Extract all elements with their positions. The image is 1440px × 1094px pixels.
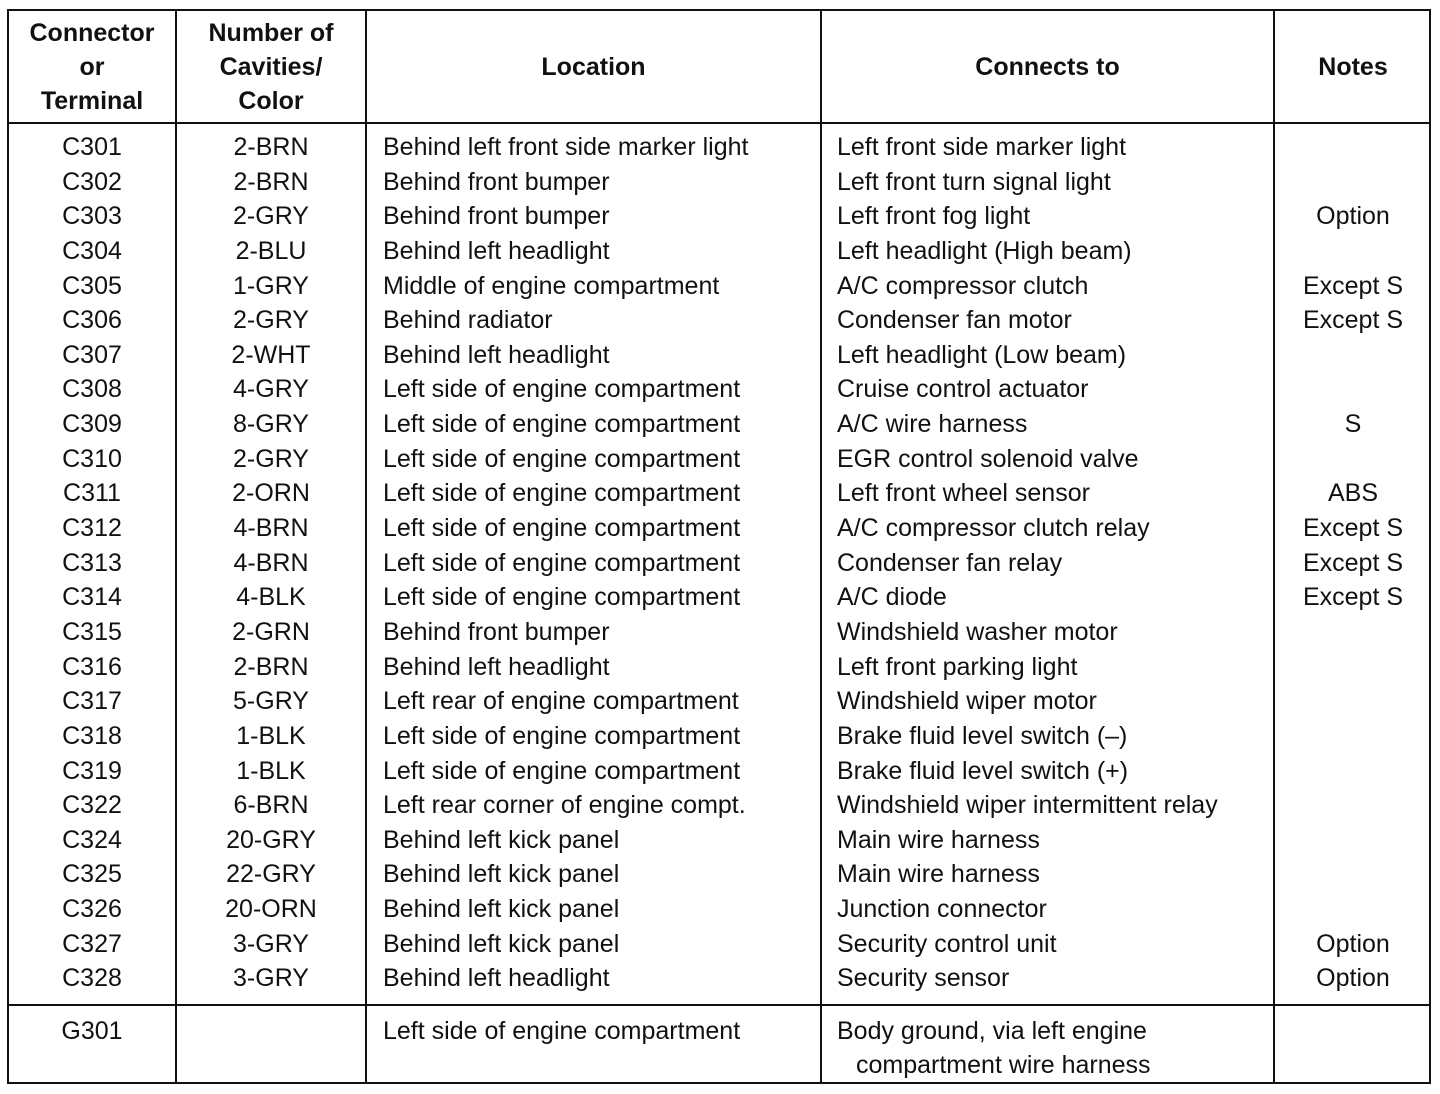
cell-cavities: 20-GRY xyxy=(226,825,316,854)
cell-notes: ABS xyxy=(1327,479,1379,508)
table-row xyxy=(9,165,1429,200)
cell-connector: C311 xyxy=(63,479,121,508)
cell-cavities: 20-ORN xyxy=(225,895,317,924)
cell-location: Left rear of engine compartment xyxy=(383,687,739,716)
cell-notes xyxy=(1275,234,1431,269)
table-row xyxy=(9,823,1429,858)
table-row xyxy=(9,927,1429,962)
cell-location: Behind front bumper xyxy=(383,167,610,196)
cell-location: Left side of engine compartment xyxy=(383,410,741,439)
cell-connects-to: Security control unit xyxy=(837,929,1057,958)
cell-connects-to: Left front side marker light xyxy=(837,133,1127,161)
cell-location: Behind left front side marker light xyxy=(383,133,749,161)
cell-cavities: 1-BLK xyxy=(236,721,306,750)
cell-location: Left side of engine compartment xyxy=(383,548,741,577)
cell-connects-to: Condenser fan relay xyxy=(837,548,1063,577)
table-row xyxy=(9,788,1429,823)
cell-location: Left side of engine compartment xyxy=(383,756,741,785)
cell-cavities: 3-GRY xyxy=(233,929,309,958)
cell-connects-to: Left front wheel sensor xyxy=(837,479,1090,508)
cell-location: Behind front bumper xyxy=(383,202,610,231)
cell-connects-to: Left headlight (High beam) xyxy=(837,236,1132,265)
cell-location: Left rear corner of engine compt. xyxy=(383,791,746,820)
cell-connector: C325 xyxy=(62,860,122,889)
cell-connects-to: Junction connector xyxy=(837,895,1047,924)
cell-connector: C319 xyxy=(62,756,122,785)
cell-connector: C328 xyxy=(62,964,122,993)
cell-connector: C304 xyxy=(62,236,122,265)
cell-connects-to-line2: compartment wire harness xyxy=(856,1051,1151,1079)
cell-cavities: 1-BLK xyxy=(236,756,306,785)
cell-notes xyxy=(1275,754,1431,789)
cell-cavities: 2-ORN xyxy=(232,479,310,508)
cell-connector: C302 xyxy=(62,167,122,196)
cell-location: Left side of engine compartment xyxy=(383,721,741,750)
cell-connector: G301 xyxy=(61,1017,123,1045)
cell-connects-to: EGR control solenoid valve xyxy=(837,444,1139,473)
table-row xyxy=(9,199,1429,234)
cell-connects-to: Condenser fan motor xyxy=(837,306,1072,335)
table-row xyxy=(9,719,1429,754)
cell-notes: S xyxy=(1344,410,1362,439)
table-row xyxy=(9,650,1429,685)
cell-cavities: 4-GRY xyxy=(233,375,309,404)
cell-connector: C310 xyxy=(62,444,122,473)
cell-connects-to: Left front parking light xyxy=(837,652,1078,681)
table-row xyxy=(9,511,1429,546)
cell-notes xyxy=(1275,788,1431,823)
cell-connector: C314 xyxy=(62,583,122,612)
cell-connector: C308 xyxy=(62,375,122,404)
cell-location: Behind left headlight xyxy=(383,236,610,265)
cell-notes xyxy=(1275,338,1431,373)
cell-notes: Option xyxy=(1316,929,1390,958)
cell-cavities: 5-GRY xyxy=(233,687,309,716)
cell-connects-to-line1: Body ground, via left engine xyxy=(837,1017,1147,1045)
cell-connects-to: Security sensor xyxy=(837,964,1010,993)
table-row xyxy=(9,476,1429,511)
cell-notes xyxy=(1275,442,1431,477)
cell-location: Behind left headlight xyxy=(383,340,610,369)
table-row xyxy=(9,754,1429,789)
connector-table xyxy=(7,9,1431,1084)
cell-location: Behind left kick panel xyxy=(383,860,620,889)
cell-notes xyxy=(1275,892,1431,927)
cell-cavities: 2-WHT xyxy=(231,340,311,369)
cell-cavities: 2-GRY xyxy=(233,444,309,473)
table-row xyxy=(9,303,1429,338)
table-row xyxy=(9,234,1429,269)
cell-location: Left side of engine compartment xyxy=(383,375,741,404)
ground-section-divider xyxy=(9,1004,1429,1006)
cell-connects-to: Windshield wiper intermittent relay xyxy=(837,791,1218,820)
cell-location: Behind left headlight xyxy=(383,964,610,993)
cell-connects-to: Main wire harness xyxy=(837,860,1040,889)
header-cavities: Number of Cavities/ Color xyxy=(208,19,334,115)
table-row xyxy=(9,961,1429,996)
cell-location: Behind radiator xyxy=(383,306,553,335)
cell-connects-to: A/C compressor clutch relay xyxy=(837,514,1150,543)
cell-connector: C309 xyxy=(62,410,122,439)
cell-connects-to: Left front turn signal light xyxy=(837,167,1111,196)
cell-location: Behind left kick panel xyxy=(383,929,620,958)
cell-connector: C327 xyxy=(62,929,122,958)
table-row xyxy=(9,615,1429,650)
cell-notes: Except S xyxy=(1302,306,1404,335)
cell-notes xyxy=(1275,372,1431,407)
header-location: Location xyxy=(541,53,646,81)
cell-connector: C322 xyxy=(62,791,122,820)
cell-connector: C316 xyxy=(62,652,122,681)
cell-connects-to: Cruise control actuator xyxy=(837,375,1089,404)
cell-notes: Except S xyxy=(1302,271,1404,300)
cell-location: Left side of engine compartment xyxy=(383,583,741,612)
cell-cavities: 2-BLU xyxy=(235,236,307,265)
cell-location: Middle of engine compartment xyxy=(383,271,720,300)
cell-connector: C303 xyxy=(62,202,122,231)
table-row xyxy=(9,269,1429,304)
cell-cavities: 4-BRN xyxy=(233,514,309,543)
cell-connector: C305 xyxy=(62,271,122,300)
table-body xyxy=(9,130,1429,996)
cell-notes xyxy=(1275,650,1431,685)
table-row xyxy=(9,130,1429,165)
cell-connects-to: A/C wire harness xyxy=(837,410,1028,439)
cell-cavities: 1-GRY xyxy=(233,271,309,300)
cell-connects-to: Left headlight (Low beam) xyxy=(837,340,1127,369)
cell-location: Left side of engine compartment xyxy=(383,514,741,543)
cell-cavities: 6-BRN xyxy=(233,791,309,820)
cell-connects-to: Brake fluid level switch (+) xyxy=(837,756,1129,785)
cell-location: Behind left headlight xyxy=(383,652,610,681)
table-row xyxy=(9,580,1429,615)
cell-notes xyxy=(1275,130,1431,165)
table-row xyxy=(9,892,1429,927)
cell-connects-to: Brake fluid level switch (–) xyxy=(837,721,1128,750)
cell-connects-to: Left front fog light xyxy=(837,202,1031,231)
table-row xyxy=(9,372,1429,407)
cell-cavities: 2-GRY xyxy=(233,202,309,231)
cell-cavities: 3-GRY xyxy=(233,964,309,993)
cell-notes xyxy=(1275,823,1431,858)
header-notes: Notes xyxy=(1318,53,1388,81)
cell-connects-to: A/C compressor clutch xyxy=(837,271,1089,300)
cell-location: Left side of engine compartment xyxy=(383,444,741,473)
table-row xyxy=(9,684,1429,719)
table-row xyxy=(9,442,1429,477)
cell-cavities: 8-GRY xyxy=(233,410,309,439)
cell-connector: C307 xyxy=(62,340,122,369)
table-row xyxy=(9,338,1429,373)
cell-notes: Option xyxy=(1316,202,1390,231)
cell-notes xyxy=(1275,165,1431,200)
cell-cavities: 2-GRY xyxy=(233,306,309,335)
cell-location: Behind left kick panel xyxy=(383,825,620,854)
cell-cavities: 2-BRN xyxy=(233,652,309,681)
cell-location: Left side of engine compartment xyxy=(383,1017,741,1045)
cell-connector: C313 xyxy=(62,548,122,577)
cell-notes xyxy=(1275,615,1431,650)
cell-notes xyxy=(1275,684,1431,719)
cell-notes: Except S xyxy=(1302,583,1404,612)
cell-notes xyxy=(1275,719,1431,754)
table-row xyxy=(9,407,1429,442)
cell-connector: C301 xyxy=(62,133,122,161)
cell-connector: C306 xyxy=(62,306,122,335)
cell-connects-to: A/C diode xyxy=(837,583,947,612)
cell-location: Behind left kick panel xyxy=(383,895,620,924)
cell-connector: C317 xyxy=(62,687,122,716)
cell-location: Left side of engine compartment xyxy=(383,479,741,508)
cell-cavities: 2-BRN xyxy=(233,167,309,196)
cell-cavities: 4-BLK xyxy=(236,583,306,612)
cell-notes xyxy=(1275,857,1431,892)
header-connects-to: Connects to xyxy=(975,53,1120,81)
header-connector: Connector or Terminal xyxy=(29,19,155,115)
cell-cavities: 4-BRN xyxy=(233,548,309,577)
cell-connector: C312 xyxy=(62,514,122,543)
table-row xyxy=(9,546,1429,581)
cell-location: Behind front bumper xyxy=(383,617,610,646)
cell-cavities: 2-GRN xyxy=(232,617,310,646)
cell-connects-to xyxy=(837,1014,1277,1082)
cell-connector: C318 xyxy=(62,721,122,750)
cell-connects-to: Main wire harness xyxy=(837,825,1040,854)
table-row xyxy=(9,857,1429,892)
cell-notes: Except S xyxy=(1302,548,1404,577)
cell-connector: C315 xyxy=(62,617,122,646)
cell-notes: Except S xyxy=(1302,514,1404,543)
cell-connector: C326 xyxy=(62,895,122,924)
cell-connects-to: Windshield wiper motor xyxy=(837,687,1097,716)
cell-cavities: 22-GRY xyxy=(226,860,316,889)
cell-cavities: 2-BRN xyxy=(233,133,309,161)
cell-notes: Option xyxy=(1316,964,1390,993)
cell-connects-to: Windshield washer motor xyxy=(837,617,1118,646)
cell-connector: C324 xyxy=(62,825,122,854)
